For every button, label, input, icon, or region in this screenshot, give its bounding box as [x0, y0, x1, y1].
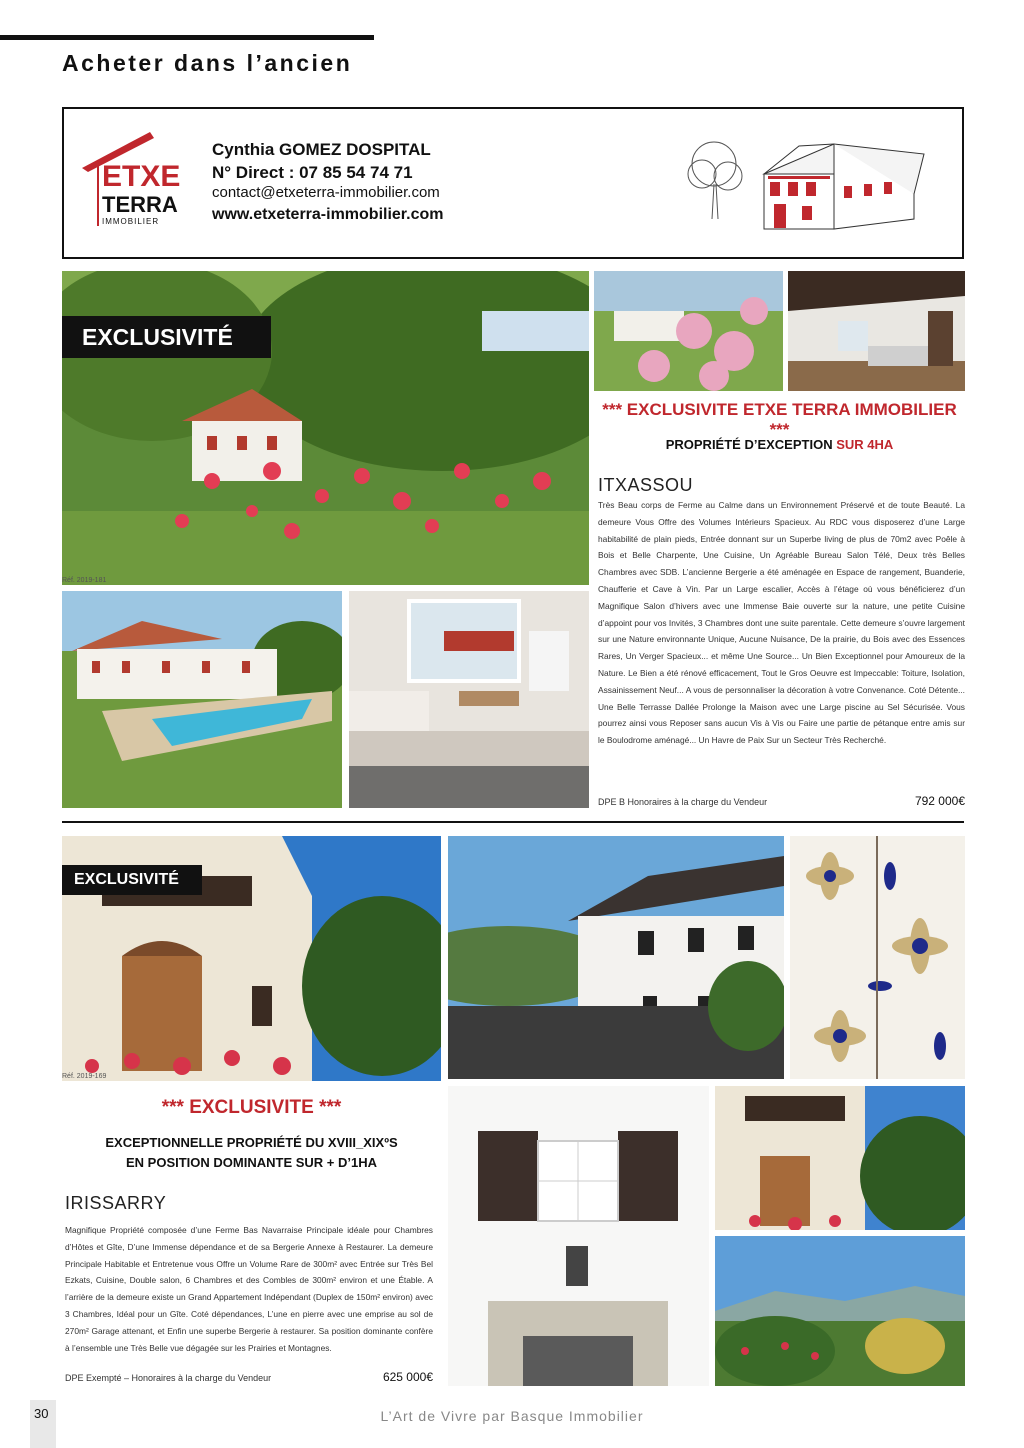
listing1-price: 792 000€ [914, 794, 965, 808]
listing-divider [62, 821, 964, 823]
etxe-terra-logo [80, 128, 188, 228]
listing1-ref: Réf. 2019-181 [62, 577, 107, 584]
listing2-headline: *** EXCLUSIVITE *** [161, 1097, 342, 1118]
logo-etxe-text: ETXE [102, 160, 181, 193]
listing2-photo-entrance[interactable] [715, 1086, 965, 1230]
listing1-photo-living-room[interactable] [788, 271, 965, 391]
agent-name: Cynthia GOMEZ DOSPITAL [212, 140, 431, 159]
logo-terra-text: TERRA [102, 192, 178, 217]
listing2-photo-tiles[interactable] [790, 836, 965, 1079]
logo-immobilier-text: IMMOBILIER [102, 217, 160, 226]
listing1-dpe: DPE B Honoraires à la charge du Vendeur [598, 797, 768, 807]
top-rule [0, 35, 374, 40]
listing2-dpe: DPE Exempté – Honoraires à la charge du Vendeur [65, 1373, 272, 1383]
listing2-subhead-line1: EXCEPTIONNELLE PROPRIÉTÉ DU XVIII_XIXºS [105, 1135, 398, 1150]
footer-tagline: L’Art de Vivre par Basque Immobilier [380, 1408, 644, 1424]
listing1-photo-pool[interactable] [62, 591, 342, 808]
listing2-city: IRISSARRY [65, 1193, 167, 1213]
exclusivite-badge: EXCLUSIVITÉ [62, 865, 202, 895]
agent-email[interactable]: contact@etxeterra-immobilier.com [212, 184, 440, 201]
agent-website[interactable]: www.etxeterra-immobilier.com [212, 206, 444, 223]
listing2-ref: Réf. 2019-169 [62, 1073, 107, 1080]
listing2-photo-view[interactable] [715, 1236, 965, 1386]
agent-phone[interactable]: N° Direct : 07 85 54 74 71 [212, 163, 413, 182]
section-title: Acheter dans l’ancien [62, 50, 353, 76]
listing2-description: Magnifique Propriété composée d’une Ferme Bas Navarraise Principale idéale pour Chambres d’Hôtes et Gîte, D’une Immense dépendance et de sa Bergerie Annexe à Restaurer. La demeure Principale Habitable et Entretenue vous Offre un Volume Rare de 300m² avec Entrée sur Très Bel Ezkats, Cuisine, Double salon, 6 Chambres et des Combles de 300m² environ et une Étable. A l’arrière de la demeure existe un Grand Appartement Indépendant (Duplex de 150m² environ) avec 3 Chambres, Idéal pour un Gîte. Coté dépendances, L’une en pierre avec une emprise au sol de 270m² Garage attenant, et Enfin une superbe Bergerie à restaurer. Sa position dominante confère à l’ensemble une Très Belle vue dégagée sur les Prairies et Montagnes. [65, 1225, 433, 1353]
listing1-headline: *** EXCLUSIVITE ETXE TERRA IMMOBILIER *** [602, 400, 957, 439]
listing2-price: 625 000€ [382, 1370, 433, 1384]
listing2-photo-facade[interactable] [448, 836, 784, 1079]
listing1-description: Très Beau corps de Ferme au Calme dans un Environnement Préservé et de toute Beauté. La demeure Vous Offre des Volumes Intérieurs Spacieux. Au RDC vous disposerez d’une Large habitabilité de plain pieds, Entrée donnant sur un Superbe living de plus de 70m2 avec Poêle à Bois et Belle Charpente, Une Cuisine, Un Agréable Bureau Salon Télé, Deux très Belles Chambres avec SDB. L’ancienne Bergerie a été aménagée en Espace de rangement, Buanderie, Chaufferie et Cave à Vin. Par un Large escalier, Accès à l’étage où vous bénéficierez d’un Magnifique Salon d’hivers avec une Immense Baie ouverte sur la nature, une petite Cuisine d’appoint pour vos Invités, 3 Chambres dont une suite parentale. Cette demeure s’ouvre largement sur une Nature environnante Unique, Aucune Nuisance, De la prairie, du Bois avec des Essences Rares, Un Verger Spacieux... et même Une Source... Un Bien Exceptionnel pour Amoureux de la Nature. Le Bien a été rénové efficacement, Tout le Gros Oeuvre est Impeccable: Toiture, Isolation, Assainissement Neuf... A vous de personnaliser la décoration à votre Convenance. Coté Détente... Une Belle Terrasse Dallée Prolonge la Maison avec une Large piscine au Sel Sécurisée. Vous pourrez ainsi vous Reposer sans aucun Vis à Vis ou Faire une partie de pétanque entre amis sur le Boulodrome aménagé... Un Havre de Paix Sur un Secteur Très Recherché. [598, 500, 965, 746]
listing1-photo-bedroom[interactable] [349, 591, 589, 808]
listing1-subhead: PROPRIÉTÉ D’EXCEPTION SUR 4HA [665, 437, 894, 452]
exclusivite-badge: EXCLUSIVITÉ [62, 316, 271, 358]
listing2-subhead-line2: EN POSITION DOMINANTE SUR + D’1HA [126, 1155, 377, 1170]
listing1-photo-blossom[interactable] [594, 271, 783, 391]
farmhouse-sketch-illustration [684, 124, 930, 242]
listing2-photo-window[interactable] [448, 1086, 709, 1386]
listing1-city: ITXASSOU [598, 475, 694, 495]
page-number: 30 [34, 1406, 49, 1421]
